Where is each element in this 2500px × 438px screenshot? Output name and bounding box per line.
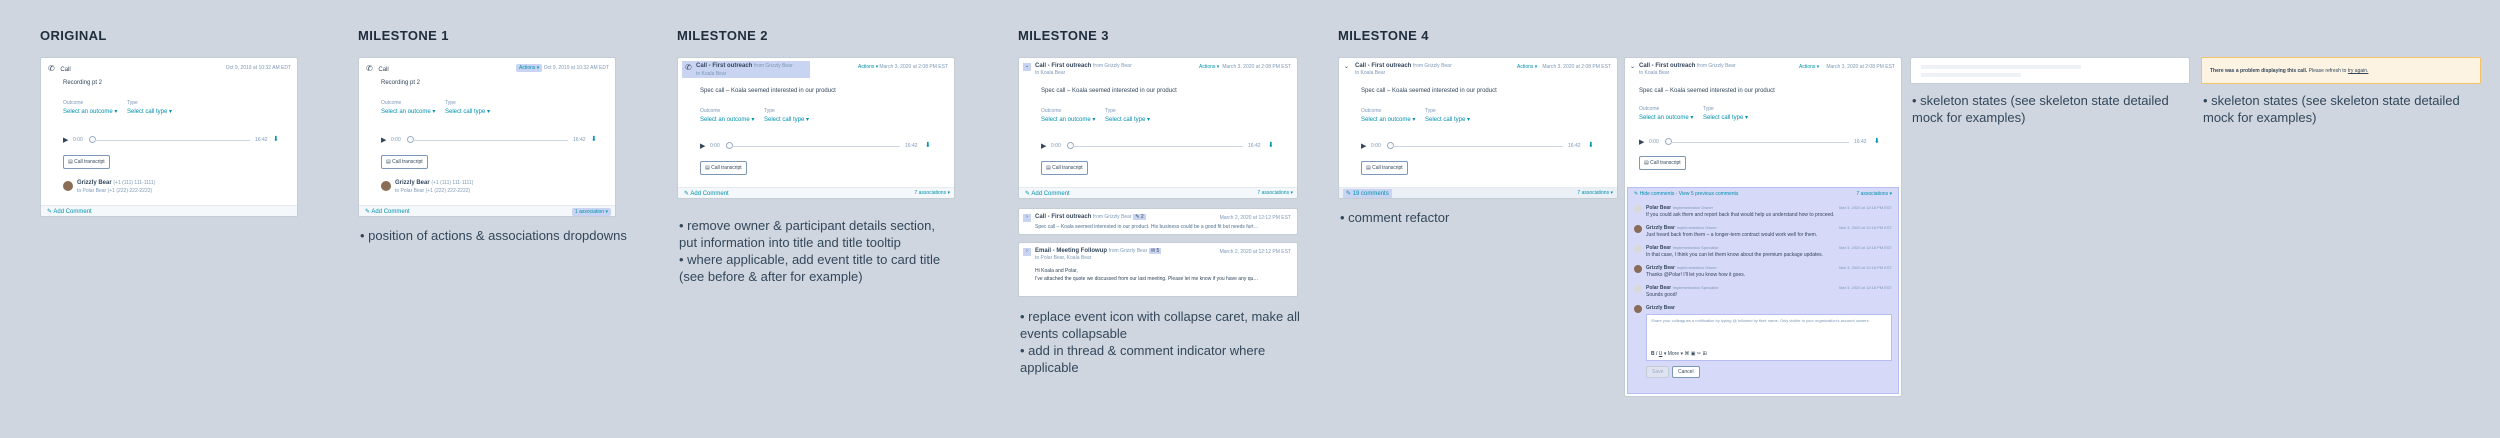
download-icon[interactable]: ⬇ bbox=[925, 142, 931, 149]
milestone-notes: • replace event icon with collapse caret, make all events collapsable • add in thread & comment indicator where applicable bbox=[1020, 309, 1300, 375]
comment-role: Implementation Owner bbox=[1676, 265, 1717, 270]
skeleton-line bbox=[1921, 65, 2081, 69]
image-icon[interactable]: ▣ bbox=[1690, 351, 1696, 357]
card-from: from Grizzly Bear bbox=[1093, 63, 1132, 69]
type-label: Type bbox=[127, 100, 138, 106]
card-title[interactable]: Call bbox=[378, 67, 389, 73]
outcome-label: Outcome bbox=[1041, 108, 1062, 114]
outcome-label: Outcome bbox=[63, 100, 84, 106]
associations-dropdown[interactable]: 7 associations ▾ bbox=[1856, 191, 1892, 197]
comment-icon: ✎ bbox=[365, 209, 372, 215]
outcome-dropdown[interactable]: Select an outcome ▾ bbox=[1361, 117, 1416, 123]
comment-icon: ✎ bbox=[1634, 191, 1640, 197]
recording-title: Recording pt 2 bbox=[63, 80, 103, 86]
email-body-preview: I've attached the quote we discussed from our last meeting. Please let me know if you have any qu… bbox=[1035, 276, 1259, 282]
editor-toolbar bbox=[1651, 351, 1707, 357]
add-comment-link[interactable]: Add Comment bbox=[1031, 191, 1070, 197]
view-previous-comments-link[interactable]: View 5 previous comments bbox=[1678, 191, 1739, 197]
card-date: March 2, 2020 at 12:12 PM EST bbox=[1219, 215, 1291, 221]
milestone-note: • position of actions & associations dropdowns bbox=[360, 228, 627, 243]
card-from: from Grizzly Bear bbox=[1093, 214, 1132, 220]
error-card bbox=[2201, 57, 2481, 84]
avatar bbox=[1634, 265, 1642, 273]
phone-icon: ✆ bbox=[48, 64, 55, 73]
comment-date: Mar 3, 2020 at 12:18 PM EST bbox=[1839, 245, 1892, 250]
type-dropdown[interactable]: Select call type ▾ bbox=[1703, 115, 1749, 121]
card-title[interactable]: Call - First outreach bbox=[1355, 63, 1412, 69]
save-button[interactable]: Save bbox=[1646, 366, 1669, 378]
add-comment-link[interactable]: Add Comment bbox=[53, 209, 92, 215]
actions-dropdown[interactable]: Actions ▾ bbox=[858, 64, 879, 70]
card-date: March 2, 2020 at 12:12 PM EST bbox=[1219, 249, 1291, 255]
type-dropdown[interactable]: Select call type ▾ bbox=[127, 109, 173, 115]
column-title: MILESTONE 1 bbox=[358, 28, 449, 43]
audio-track[interactable] bbox=[95, 140, 250, 141]
comment bbox=[1634, 225, 1892, 243]
card-footer bbox=[359, 205, 615, 216]
outcome-dropdown[interactable]: Select an outcome ▾ bbox=[381, 109, 436, 115]
call-card bbox=[358, 57, 616, 217]
to-line: to Polar Bear (+1 (222) 222-2222) bbox=[395, 188, 471, 194]
card-to: to Koala Bear bbox=[1639, 70, 1670, 76]
card-from: from Grizzly Bear bbox=[754, 63, 793, 69]
actions-dropdown[interactable]: Actions ▾ bbox=[1517, 64, 1538, 70]
card-date: March 3, 2020 at 2:08 PM EST bbox=[1826, 64, 1895, 70]
outcome-dropdown[interactable]: Select an outcome ▾ bbox=[1041, 117, 1096, 123]
card-title[interactable]: Call - First outreach bbox=[696, 63, 753, 69]
comment-icon: ✎ bbox=[1025, 191, 1032, 197]
milestone-note: • comment refactor bbox=[1340, 210, 1450, 225]
card-to: to Koala Bear bbox=[1355, 70, 1386, 76]
time-start: 0:00 bbox=[710, 143, 720, 149]
column-title: MILESTONE 4 bbox=[1338, 28, 1429, 43]
collapse-caret-icon[interactable]: ⌄ bbox=[1344, 64, 1350, 70]
owner-name: Grizzly Bear bbox=[77, 180, 112, 186]
associations-dropdown[interactable]: 7 associations ▾ bbox=[1577, 190, 1613, 196]
audio-track[interactable] bbox=[1393, 146, 1563, 147]
comment-text: Thanks @Polar! I'll let you know how it goes. bbox=[1646, 272, 1746, 278]
retry-link[interactable]: try again. bbox=[2347, 68, 2369, 74]
comment-text: Sounds good! bbox=[1646, 292, 1677, 298]
expand-caret-icon[interactable]: › bbox=[1023, 248, 1031, 256]
comment-author: Polar Bear bbox=[1646, 205, 1672, 211]
type-label: Type bbox=[1425, 108, 1436, 114]
skeleton-line bbox=[1921, 73, 2021, 77]
comment-thread: ✎ Hide comments · View 5 previous comments 7 associations ▾ Polar Bear Implementation Owner Mar 3, 2020 at 12:18 PM EST If you could ask them and report back that would help us understand how to proceed. Grizzly Bear Implementation Owner Mar 3, 2020 at 12:18 PM EST Just heard back from them – a longer-term contract would work well for them. Polar Bear Implementation Specialist Mar 3, 2020 at 12:18 PM EST In that case, I think you can let them know about the premium package updates. Grizzly Bear Implementation Owner Mar 3, 2020 at 12:18 PM EST Thanks @Polar! I'll let you know how it goes. Polar Bear Implementation Specialist Mar 3, 2020 at 12:18 PM EST Sounds good! Grizzly Bear Share your colleagues a notification by typing @ followed by their name. Only visible to your organization's account owners. B I U ▾ More ▾ ⌘ ▣ ✂ ⊞ Save Cancel bbox=[1627, 187, 1899, 394]
outcome-label: Outcome bbox=[1639, 106, 1660, 112]
call-transcript-button[interactable]: ▤ Call transcript bbox=[1041, 161, 1088, 175]
associations-dropdown[interactable]: 7 associations ▾ bbox=[914, 190, 950, 196]
comment-date: Mar 3, 2020 at 12:18 PM EST bbox=[1839, 225, 1892, 230]
avatar bbox=[1634, 285, 1642, 293]
comment-date: Mar 3, 2020 at 12:18 PM EST bbox=[1839, 285, 1892, 290]
card-body: Spec call – Koala seemed interested in our product bbox=[700, 88, 836, 94]
expand-caret-icon[interactable]: › bbox=[1023, 214, 1031, 222]
card-title[interactable]: Call bbox=[60, 67, 71, 73]
email-greeting: Hi Koala and Polar, bbox=[1035, 268, 1078, 274]
time-end: 16:42 bbox=[1568, 143, 1581, 149]
time-start: 0:00 bbox=[1051, 143, 1061, 149]
type-label: Type bbox=[1105, 108, 1116, 114]
associations-dropdown[interactable]: 1 association ▾ bbox=[572, 208, 611, 216]
type-dropdown[interactable]: Select call type ▾ bbox=[445, 109, 491, 115]
call-transcript-button[interactable]: ▤ Call transcript bbox=[63, 155, 110, 169]
comment-author: Polar Bear bbox=[1646, 245, 1672, 251]
call-transcript-button[interactable]: ▤ Call transcript bbox=[381, 155, 428, 169]
card-title: Call - First outreach bbox=[1035, 214, 1092, 220]
card-date: March 3, 2020 at 2:08 PM EST bbox=[879, 64, 948, 70]
collapse-caret-icon[interactable]: ⌄ bbox=[1630, 64, 1636, 70]
time-start: 0:00 bbox=[1649, 139, 1659, 145]
transcript-icon: ▤ bbox=[1644, 160, 1651, 166]
avatar bbox=[1634, 205, 1642, 213]
type-dropdown[interactable]: Select call type ▾ bbox=[1105, 117, 1151, 123]
play-icon[interactable]: ▶ bbox=[381, 137, 387, 144]
card-body: Spec call – Koala seemed interested in our product bbox=[1361, 88, 1497, 94]
outcome-dropdown[interactable]: Select an outcome ▾ bbox=[63, 109, 118, 115]
avatar bbox=[1634, 245, 1642, 253]
comment-date: Mar 3, 2020 at 12:18 PM EST bbox=[1839, 265, 1892, 270]
card-title[interactable]: Call - First outreach bbox=[1639, 63, 1696, 69]
card-from: from Grizzly Bear bbox=[1697, 63, 1736, 69]
download-icon[interactable]: ⬇ bbox=[1588, 142, 1594, 149]
card-footer bbox=[41, 205, 297, 216]
phone-icon: ✆ bbox=[366, 64, 373, 73]
outcome-label: Outcome bbox=[381, 100, 402, 106]
download-icon[interactable]: ⬇ bbox=[1268, 142, 1274, 149]
time-end: 16:42 bbox=[255, 137, 268, 143]
time-end: 16:42 bbox=[573, 137, 586, 143]
card-body-preview: Spec call – Koala seemed interested in our product. His business could be a good fit but needs furt… bbox=[1035, 224, 1259, 230]
comment bbox=[1634, 285, 1892, 303]
comment-editor[interactable] bbox=[1646, 314, 1892, 361]
audio-track[interactable] bbox=[1073, 146, 1243, 147]
comment-role: Implementation Specialist bbox=[1672, 245, 1719, 250]
actions-dropdown[interactable]: Actions ▾ bbox=[1799, 64, 1820, 70]
comment-role: Implementation Owner bbox=[1676, 225, 1717, 230]
cancel-button[interactable]: Cancel bbox=[1672, 366, 1700, 378]
recording-title: Recording pt 2 bbox=[381, 80, 421, 86]
card-to: to Koala Bear bbox=[1035, 70, 1066, 76]
thread-indicator-icon: ✎ 2 bbox=[1135, 214, 1144, 220]
comment bbox=[1634, 245, 1892, 263]
card-footer bbox=[678, 187, 954, 198]
collapse-caret-icon[interactable]: ⌄ bbox=[1024, 63, 1030, 69]
comment bbox=[1634, 265, 1892, 283]
avatar bbox=[63, 181, 73, 191]
comments-count-button[interactable]: 19 comments bbox=[1352, 191, 1389, 197]
comment-icon: ✎ bbox=[1346, 191, 1353, 197]
card-date: March 3, 2020 at 2:08 PM EST bbox=[1542, 64, 1611, 70]
card-footer bbox=[1019, 187, 1297, 198]
owner-name: Grizzly Bear bbox=[395, 180, 430, 186]
download-icon[interactable]: ⬇ bbox=[1874, 138, 1880, 145]
thread-call-card bbox=[1624, 57, 1902, 397]
more-icon[interactable]: ▾ More ▾ bbox=[1663, 351, 1684, 357]
add-comment-link[interactable]: Add Comment bbox=[690, 191, 729, 197]
time-end: 16:42 bbox=[1248, 143, 1261, 149]
owner-phone: (+1 (111) 111-1111) bbox=[431, 180, 474, 186]
time-start: 0:00 bbox=[1371, 143, 1381, 149]
transcript-icon: ▤ bbox=[1046, 165, 1053, 171]
audio-track[interactable] bbox=[413, 140, 568, 141]
column-title: MILESTONE 2 bbox=[677, 28, 768, 43]
attachment-icon[interactable]: ✂ bbox=[1696, 351, 1702, 357]
comment-placeholder: Share your colleagues a notification by typing @ followed by their name. Only visible to your organization's account owners. bbox=[1651, 318, 1870, 323]
download-icon[interactable]: ⬇ bbox=[273, 136, 279, 143]
type-dropdown[interactable]: Select call type ▾ bbox=[764, 117, 810, 123]
audio-track[interactable] bbox=[732, 146, 900, 147]
call-transcript-button[interactable]: ▤ Call transcript bbox=[1361, 161, 1408, 175]
call-transcript-button[interactable]: ▤ Call transcript bbox=[1639, 156, 1686, 170]
hide-comments-link[interactable]: Hide comments bbox=[1639, 191, 1675, 197]
type-label: Type bbox=[1703, 106, 1714, 112]
comment-author: Grizzly Bear bbox=[1646, 225, 1675, 231]
time-end: 16:42 bbox=[905, 143, 918, 149]
actions-dropdown[interactable]: Actions ▾ bbox=[1199, 64, 1220, 70]
insert-icon[interactable]: ⊞ bbox=[1702, 351, 1707, 357]
outcome-dropdown[interactable]: Select an outcome ▾ bbox=[700, 117, 755, 123]
add-comment-link[interactable]: Add Comment bbox=[371, 209, 410, 215]
associations-dropdown[interactable]: 7 associations ▾ bbox=[1257, 190, 1293, 196]
outcome-label: Outcome bbox=[1361, 108, 1382, 114]
outcome-dropdown[interactable]: Select an outcome ▾ bbox=[1639, 115, 1694, 121]
avatar bbox=[1634, 305, 1642, 313]
avatar bbox=[1634, 225, 1642, 233]
card-date: March 3, 2020 at 2:08 PM EST bbox=[1222, 64, 1291, 70]
owner-phone: (+1 (111) 111-1111) bbox=[113, 180, 156, 186]
call-card bbox=[40, 57, 298, 217]
card-title[interactable]: Call - First outreach bbox=[1035, 63, 1092, 69]
download-icon[interactable]: ⬇ bbox=[591, 136, 597, 143]
italic-icon[interactable]: I bbox=[1656, 351, 1658, 357]
card-title: Email - Meeting Followup bbox=[1035, 248, 1107, 254]
transcript-icon: ▤ bbox=[705, 165, 712, 171]
thread-indicator-icon: ✉ 5 bbox=[1150, 248, 1160, 254]
card-from: from Grizzly Bear bbox=[1413, 63, 1452, 69]
skeleton-note: • skeleton states (see skeleton state detailed mock for examples) bbox=[2203, 93, 2460, 125]
transcript-icon: ▤ bbox=[386, 159, 393, 165]
actions-dropdown[interactable]: Actions ▾ bbox=[516, 64, 542, 72]
link-icon[interactable]: ⌘ bbox=[1684, 351, 1690, 357]
phone-icon: ✆ bbox=[685, 63, 692, 72]
play-icon[interactable]: ▶ bbox=[63, 137, 69, 144]
milestone-notes: • remove owner & participant details section, put information into title and title tooltip • where applicable, add event title to card title (see before & after for example) bbox=[679, 218, 941, 284]
comment-author: Polar Bear bbox=[1646, 285, 1672, 291]
call-card bbox=[1338, 57, 1618, 199]
comment-date: Mar 3, 2020 at 12:18 PM EST bbox=[1839, 205, 1892, 210]
bold-icon[interactable]: B bbox=[1651, 351, 1655, 357]
play-icon[interactable]: ▶ bbox=[1041, 143, 1047, 150]
type-label: Type bbox=[764, 108, 775, 114]
skeleton-note: • skeleton states (see skeleton state detailed mock for examples) bbox=[1912, 93, 2169, 125]
play-icon[interactable]: ▶ bbox=[1361, 143, 1367, 150]
collapsed-email-card[interactable] bbox=[1018, 242, 1298, 297]
play-icon[interactable]: ▶ bbox=[700, 143, 706, 150]
column-title: MILESTONE 3 bbox=[1018, 28, 1109, 43]
comment-text: If you could ask them and report back that would help us understand how to proceed. bbox=[1646, 212, 1835, 218]
time-end: 16:42 bbox=[1854, 139, 1867, 145]
card-to: to Koala Bear bbox=[696, 71, 727, 77]
card-body: Spec call – Koala seemed interested in our product bbox=[1639, 88, 1775, 94]
time-start: 0:00 bbox=[391, 137, 401, 143]
collapsed-call-card[interactable] bbox=[1018, 208, 1298, 235]
card-date: Oct 9, 2019 at 10:32 AM EDT bbox=[543, 65, 609, 71]
comment-role: Implementation Specialist bbox=[1672, 285, 1719, 290]
transcript-icon: ▤ bbox=[68, 159, 75, 165]
comment-icon: ✎ bbox=[684, 191, 691, 197]
time-start: 0:00 bbox=[73, 137, 83, 143]
comment-author: Grizzly Bear bbox=[1646, 265, 1675, 271]
avatar bbox=[381, 181, 391, 191]
comment-text: In that case, I think you can let them know about the premium package updates. bbox=[1646, 252, 1824, 258]
card-from: from Grizzly Bear bbox=[1108, 248, 1148, 254]
call-card bbox=[1018, 57, 1298, 199]
outcome-label: Outcome bbox=[700, 108, 721, 114]
transcript-icon: ▤ bbox=[1366, 165, 1373, 171]
comment-icon: ✎ bbox=[47, 209, 54, 215]
card-to: to Polar Bear, Koala Bear bbox=[1035, 255, 1092, 261]
comment-text: Just heard back from them – a longer-term contract would work well for them. bbox=[1646, 232, 1818, 238]
call-card bbox=[677, 57, 955, 199]
error-hint: Please refresh to bbox=[2308, 68, 2347, 74]
error-message: There was a problem displaying this call. bbox=[2210, 68, 2308, 74]
card-footer bbox=[1339, 187, 1617, 198]
call-transcript-button[interactable]: ▤ Call transcript bbox=[700, 161, 747, 175]
comment-role: Implementation Owner bbox=[1672, 205, 1713, 210]
card-body: Spec call – Koala seemed interested in our product bbox=[1041, 88, 1177, 94]
column-title: ORIGINAL bbox=[40, 28, 107, 43]
type-dropdown[interactable]: Select call type ▾ bbox=[1425, 117, 1471, 123]
play-icon[interactable]: ▶ bbox=[1639, 139, 1645, 146]
audio-track[interactable] bbox=[1671, 142, 1849, 143]
skeleton-card bbox=[1910, 57, 2190, 84]
type-label: Type bbox=[445, 100, 456, 106]
comment bbox=[1634, 205, 1892, 223]
to-line: to Polar Bear (+1 (222) 222-2222) bbox=[77, 188, 153, 194]
comment-author: Grizzly Bear bbox=[1646, 305, 1675, 311]
underline-icon[interactable]: U bbox=[1658, 351, 1663, 357]
card-date: Oct 9, 2019 at 10:32 AM EDT bbox=[225, 65, 291, 71]
